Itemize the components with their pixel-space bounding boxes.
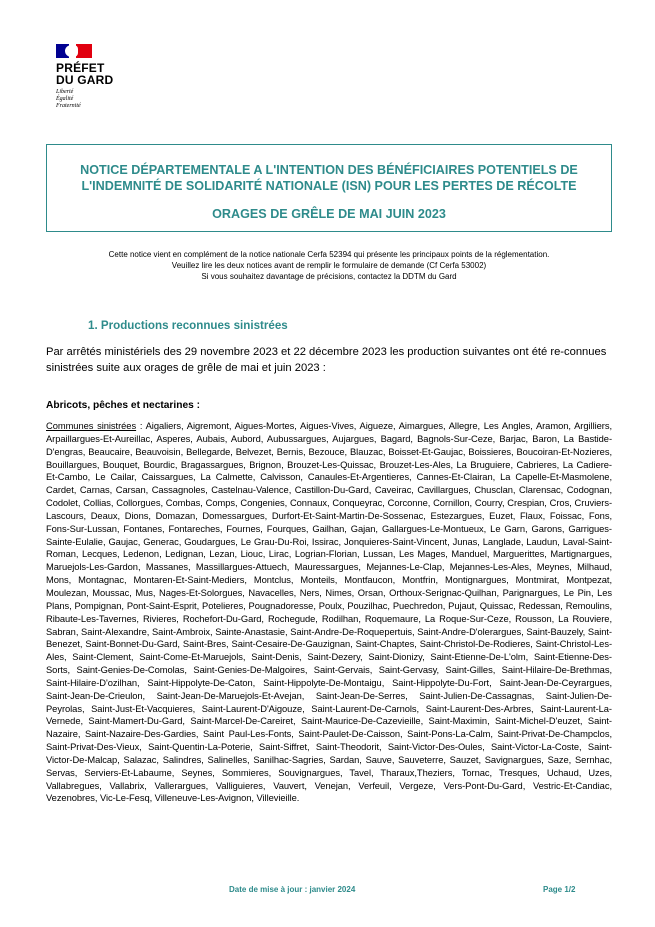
notice-subtitle: ORAGES DE GRÊLE DE MAI JUIN 2023	[212, 207, 446, 221]
notice-title-box	[46, 144, 612, 232]
intro-line3: Si vous souhaitez davantage de précisions, contactez la DDTM du Gard	[201, 272, 457, 281]
marianne-flag-icon	[56, 44, 92, 58]
prefet-logo	[56, 44, 136, 110]
production-subheading: Abricots, pêches et nectarines :	[46, 400, 200, 411]
communes-list	[46, 420, 612, 805]
devise-egalite: Égalité	[56, 96, 74, 102]
communes-label: Communes sinistrées	[46, 421, 137, 431]
notice-title-line1: NOTICE DÉPARTEMENTALE A L'INTENTION DES BÉNÉFICIAIRES POTENTIELS DE	[80, 163, 578, 177]
logo-title-line1: PRÉFET	[56, 61, 105, 75]
footer-update-date: Date de mise à jour : janvier 2024	[229, 885, 356, 894]
devise-fraternite: Fraternité	[56, 103, 81, 109]
intro-line1: Cette notice vient en complément de la notice nationale Cerfa 52394 qui présente les principaux points de la réglementation.	[108, 250, 550, 259]
intro-text	[40, 249, 618, 282]
section-heading: 1. Productions reconnues sinistrées	[88, 319, 288, 332]
communes-text: : Aigaliers, Aigremont, Aigues-Mortes, Aigues-Vives, Aigueze, Aimargues, Allegre, Les Angles, Aramon, Argilliers, Arpaillargues-Et-Aureillac, Asperes, Aubais, Aubord, Aubussargues, Aujargues, Bagard, Bagnols-Sur-Ceze, Barjac, Baron, La Bastide-D'engras, Beaucaire, Beauvoisin, Bellegarde, Belvezet, Bernis, Bezouce, Blauzac, Boisset-Et-Gaujac, Boissieres, Boucoiran-Et-Nozieres, Bouillargues, Bouquet, Bourdic, Bragassargues, Brignon, Brouzet-Les-Quissac, Brouzet-Les-Ales, La Bruguiere, Cabrieres, La Cadiere-Et-Cambo, Le Cailar, Caissargues, La Calmette, Calvisson, Canaules-Et-Argentieres, Cannes-Et-Clairan, La Capelle-Et-Masmolene, Cardet, Carnas, Carsan, Cassagnoles, Castelnau-Valence, Castillon-Du-Gard, Caveirac, Cavillargues, Chusclan, Clarensac, Codognan, Codolet, Collias, Collorgues, Combas, Comps, Congenies, Connaux, Conqueyrac, Corconne, Cornillon, Courry, Crespian, Cros, Cruviers-Lascours, Deaux, Dions, Domazan, Domessargues, Durfort-Et-Saint-Martin-De-Sossenac, Estezargues, Euzet, Flaux, Foissac, Fons, Fons-Sur-Lussan, Fontanes, Fontareches, Fournes, Fourques, Gailhan, Gajan, Gallargues-Le-Montueux, Le Garn, Garons, Garrigues-Sainte-Eulalie, Gaujac, Generac, Goudargues, Le Grau-Du-Roi, Issirac, Jonquieres-Saint-Vincent, Junas, Langlade, Laudun, Laval-Saint-Roman, Lecques, Ledenon, Ledignan, Lezan, Liouc, Lirac, Logrian-Florian, Lussan, Les Mages, Manduel, Marguerittes, Martignargues, Maruejols-Les-Gardon, Massanes, Massillargues-Attuech, Mauressargues, Mejannes-Le-Clap, Mejannes-Les-Ales, Meynes, Milhaud, Mons, Montagnac, Montaren-Et-Saint-Mediers, Montclus, Monteils, Montfaucon, Montfrin, Montignargues, Montmirat, Montpezat, Moulezan, Moussac, Mus, Nages-Et-Solorgues, Navacelles, Ners, Nimes, Orsan, Orthoux-Serignac-Quilhan, Parignargues, Le Pin, Les Plans, Pompignan, Pont-Saint-Esprit, Potelieres, Pougnadoresse, Poulx, Pouzilhac, Puechredon, Pujaut, Quissac, Redessan, Remoulins, Ribaute-Les-Tavernes, Rivieres, Rochefort-Du-Gard, Rochegude, Rodilhan, Roquemaure, La Roque-Sur-Ceze, Rousson, La Rouviere, Sabran, Saint-Alexandre, Saint-Ambroix, Sainte-Anastasie, Saint-Andre-De-Roquepertuis, Saint-Andre-D'olerargues, Saint-Bauzely, Saint-Benezet, Saint-Bonnet-Du-Gard, Saint-Bres, Saint-Cesaire-De-Gauzignan, Saint-Chaptes, Saint-Christol-De-Rodieres, Saint-Christol-Les-Ales, Saint-Clement, Saint-Come-Et-Maruejols, Saint-Denis, Saint-Dezery, Saint-Dionizy, Saint-Etienne-De-L'olm, Saint-Etienne-Des-Sorts, Saint-Genies-De-Comolas, Saint-Genies-De-Malgoires, Saint-Gervais, Saint-Gervasy, Saint-Gilles, Saint-Hilaire-De-Brethmas, Saint-Hilaire-D'ozilhan, Saint-Hippolyte-De-Caton, Saint-Hippolyte-De-Montaigu, Saint-Hippolyte-Du-Fort, Saint-Jean-De-Ceyrargues, Saint-Jean-De-Crieulon, Saint-Jean-De-Maruejols-Et-Avejan, Saint-Jean-De-Serres, Saint-Julien-De-Cassagnas, Saint-Julien-De-Peyrolas, Saint-Just-Et-Vacquieres, Saint-Laurent-D'Aigouze, Saint-Laurent-De-Carnols, Saint-Laurent-Des-Arbres, Saint-Laurent-La-Vernede, Saint-Mamert-Du-Gard, Saint-Marcel-De-Careiret, Saint-Maurice-De-Cazevieille, Saint-Maximin, Saint-Michel-D'euzet, Saint-Nazaire, Saint-Nazaire-Des-Gardies, Saint Paul-Les-Fonts, Saint-Paulet-De-Caisson, Saint-Pons-La-Calm, Saint-Privat-De-Champclos, Saint-Privat-Des-Vieux, Saint-Quentin-La-Poterie, Saint-Siffret, Saint-Theodorit, Saint-Victor-Des-Oules, Saint-Victor-La-Coste, Saint-Victor-De-Malcap, Salazac, Salindres, Salinelles, Sanilhac-Sagries, Sardan, Sauve, Sauveterre, Sauzet, Savignargues, Saze, Sernhac, Servas, Serviers-Et-Labaume, Seynes, Sommieres, Souvignargues, Tavel, Tharaux,Theziers, Tornac, Tresques, Uchaud, Uzes, Vallabregues, Vallabrix, Vallerargues, Valliguieres, Vauvert, Venejan, Verfeuil, Vergeze, Vers-Pont-Du-Gard, Vestric-Et-Candiac, Vezenobres, Vic-Le-Fesq, Villeneuve-Les-Avignon, Villevieille.	[46, 421, 612, 804]
logo-devise	[56, 89, 136, 110]
devise-liberte: Liberté	[56, 89, 74, 95]
intro-line2: Veuillez lire les deux notices avant de remplir le formulaire de demande (Cf Cerfa 53002)	[171, 261, 487, 270]
logo-title	[56, 62, 136, 86]
footer-page-number: Page 1/2	[543, 885, 576, 894]
notice-title-line2: L'INDEMNITÉ DE SOLIDARITÉ NATIONALE (ISN) POUR LES PERTES DE RÉCOLTE	[81, 179, 577, 193]
logo-title-line2: DU GARD	[56, 73, 114, 87]
section-paragraph: Par arrêtés ministériels des 29 novembre 2023 et 22 décembre 2023 les production suivantes ont été re-connues sinistrées suite aux orages de grêle de mai et juin 2023 :	[46, 346, 607, 374]
